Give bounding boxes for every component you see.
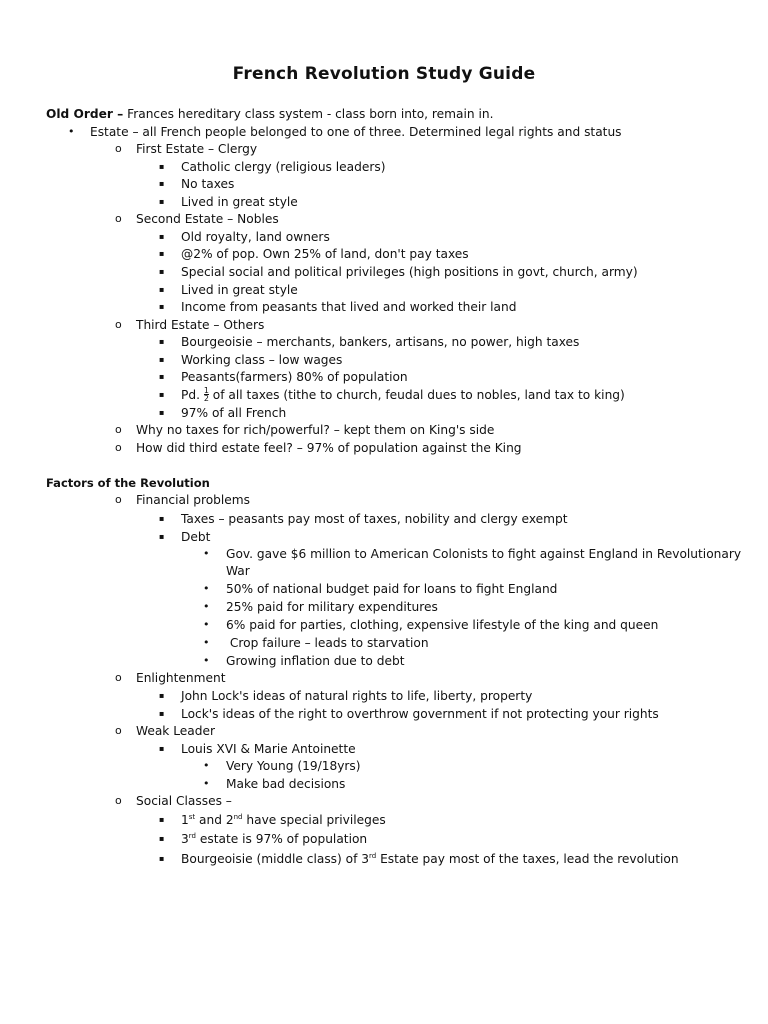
- square-bullet-icon: ▪: [159, 709, 165, 718]
- square-bullet-icon: ▪: [159, 249, 165, 258]
- bourgeoisie-text-end: Estate pay most of the taxes, lead the revolution: [376, 852, 679, 866]
- first-estate-item: Lived in great style: [181, 195, 298, 209]
- circle-bullet-icon: o: [115, 142, 122, 155]
- pd-prefix: Pd.: [181, 388, 204, 402]
- second-estate-item: Old royalty, land owners: [181, 230, 330, 244]
- square-bullet-icon: ▪: [159, 337, 165, 346]
- debt-detail: Crop failure – leads to starvation: [226, 636, 429, 650]
- taxes-item: Taxes – peasants pay most of taxes, nobility and clergy exempt: [181, 512, 568, 526]
- square-bullet-icon: ▪: [159, 232, 165, 241]
- question-third-estate: How did third estate feel? – 97% of population against the King: [136, 441, 522, 455]
- debt-detail: Growing inflation due to debt: [226, 654, 405, 668]
- social-item-privileges: [181, 812, 386, 828]
- circle-bullet-icon: o: [115, 493, 122, 506]
- dot-bullet-icon: •: [203, 636, 210, 649]
- circle-bullet-icon: o: [115, 724, 122, 737]
- estate-line: Estate – all French people belonged to one of three. Determined legal rights and status: [90, 125, 622, 139]
- ordinal-suffix: rd: [188, 832, 196, 840]
- second-estate-label: Second Estate – Nobles: [136, 212, 279, 226]
- enlightenment-item: John Lock's ideas of natural rights to life, liberty, property: [181, 689, 533, 703]
- second-estate-item: @2% of pop. Own 25% of land, don't pay taxes: [181, 247, 469, 261]
- first-estate-label: First Estate – Clergy: [136, 142, 258, 156]
- circle-bullet-icon: o: [115, 212, 122, 225]
- fraction-numerator: 1: [203, 386, 209, 395]
- old-order-heading: Old Order –: [46, 107, 124, 121]
- second-estate-item: Special social and political privileges (high positions in govt, church, army): [181, 265, 638, 279]
- circle-bullet-icon: o: [115, 671, 122, 684]
- pd-suffix: of all taxes (tithe to church, feudal dues to nobles, land tax to king): [208, 388, 625, 402]
- old-order-line: [46, 106, 493, 122]
- square-bullet-icon: ▪: [159, 408, 165, 417]
- ordinal-suffix: st: [188, 813, 196, 821]
- financial-problems: Financial problems: [136, 493, 251, 507]
- debt-detail: 25% paid for military expenditures: [226, 600, 438, 614]
- square-bullet-icon: ▪: [159, 285, 165, 294]
- old-order-intro: Frances hereditary class system - class born into, remain in.: [123, 107, 494, 121]
- ordinal-first: 1: [181, 813, 189, 827]
- ordinal-second: and 2: [195, 813, 234, 827]
- square-bullet-icon: ▪: [159, 744, 165, 753]
- page-title: French Revolution Study Guide: [232, 64, 536, 84]
- dot-bullet-icon: •: [203, 600, 210, 613]
- louis-item: Louis XVI & Marie Antoinette: [181, 742, 356, 756]
- square-bullet-icon: ▪: [159, 532, 165, 541]
- debt-detail: 50% of national budget paid for loans to fight England: [226, 582, 558, 596]
- square-bullet-icon: ▪: [159, 390, 165, 399]
- social-item-third-estate: [181, 831, 367, 847]
- square-bullet-icon: ▪: [159, 197, 165, 206]
- debt-detail-continued: War: [226, 564, 250, 578]
- ordinal-third: 3: [181, 832, 189, 846]
- ordinal-suffix: rd: [369, 852, 377, 860]
- dot-bullet-icon: •: [68, 125, 75, 138]
- social-classes: Social Classes –: [136, 794, 232, 808]
- factors-heading: Factors of the Revolution: [46, 476, 210, 490]
- third-estate-item: Working class – low wages: [181, 353, 343, 367]
- square-bullet-icon: ▪: [159, 372, 165, 381]
- bourgeoisie-text: Bourgeoisie (middle class) of 3: [181, 852, 370, 866]
- third-estate-item: 97% of all French: [181, 406, 287, 420]
- circle-bullet-icon: o: [115, 441, 122, 454]
- third-estate-item: Bourgeoisie – merchants, bankers, artisans, no power, high taxes: [181, 335, 580, 349]
- square-bullet-icon: ▪: [159, 834, 165, 843]
- first-estate-item: No taxes: [181, 177, 235, 191]
- debt-detail: Gov. gave $6 million to American Colonists to fight against England in Revolutionary: [226, 547, 742, 561]
- square-bullet-icon: ▪: [159, 815, 165, 824]
- ordinal-suffix: nd: [233, 813, 243, 821]
- dot-bullet-icon: •: [203, 618, 210, 631]
- square-bullet-icon: ▪: [159, 514, 165, 523]
- second-estate-item: Income from peasants that lived and worked their land: [181, 300, 517, 314]
- third-estate-item: Peasants(farmers) 80% of population: [181, 370, 408, 384]
- enlightenment-item: Lock's ideas of the right to overthrow government if not protecting your rights: [181, 707, 659, 721]
- square-bullet-icon: ▪: [159, 355, 165, 364]
- circle-bullet-icon: o: [115, 423, 122, 436]
- social-item-bourgeoisie: [181, 851, 679, 867]
- first-estate-item: Catholic clergy (religious leaders): [181, 160, 386, 174]
- louis-detail: Very Young (19/18yrs): [226, 759, 361, 773]
- square-bullet-icon: ▪: [159, 162, 165, 171]
- enlightenment: Enlightenment: [136, 671, 226, 685]
- third-estate-taxes-item: [181, 387, 625, 403]
- debt-item: Debt: [181, 530, 211, 544]
- square-bullet-icon: ▪: [159, 691, 165, 700]
- square-bullet-icon: ▪: [159, 302, 165, 311]
- dot-bullet-icon: •: [203, 547, 210, 560]
- privileges-text: have special privileges: [242, 813, 386, 827]
- third-estate-text: estate is 97% of population: [195, 832, 368, 846]
- circle-bullet-icon: o: [115, 794, 122, 807]
- weak-leader: Weak Leader: [136, 724, 216, 738]
- second-estate-item: Lived in great style: [181, 283, 298, 297]
- dot-bullet-icon: •: [203, 777, 210, 790]
- dot-bullet-icon: •: [203, 654, 210, 667]
- square-bullet-icon: ▪: [159, 854, 165, 863]
- third-estate-label: Third Estate – Others: [136, 318, 265, 332]
- square-bullet-icon: ▪: [159, 179, 165, 188]
- square-bullet-icon: ▪: [159, 267, 165, 276]
- fraction-denominator: 2: [203, 394, 209, 403]
- question-no-taxes: Why no taxes for rich/powerful? – kept them on King's side: [136, 423, 495, 437]
- circle-bullet-icon: o: [115, 318, 122, 331]
- dot-bullet-icon: •: [203, 759, 210, 772]
- louis-detail: Make bad decisions: [226, 777, 346, 791]
- debt-detail: 6% paid for parties, clothing, expensive lifestyle of the king and queen: [226, 618, 659, 632]
- dot-bullet-icon: •: [203, 582, 210, 595]
